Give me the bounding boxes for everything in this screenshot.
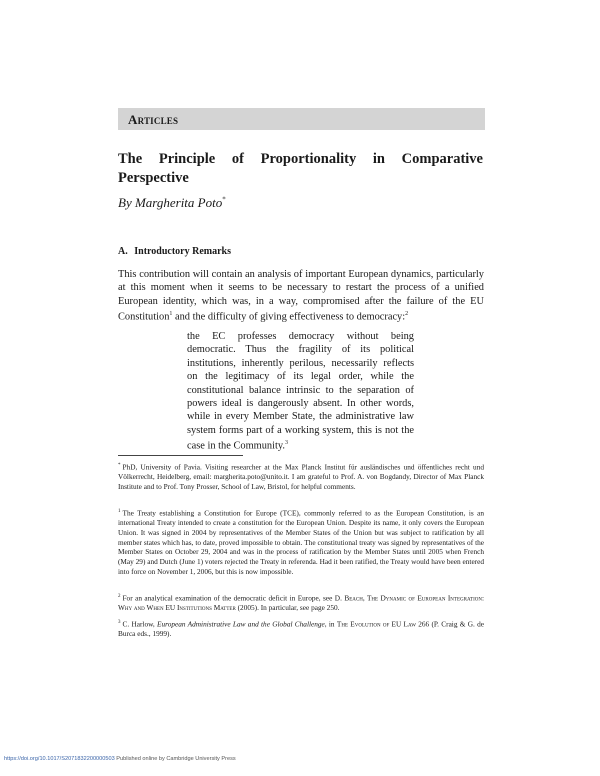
footnote-ref-3[interactable]: 3	[285, 440, 289, 447]
section-heading-text: Introductory Remarks	[134, 246, 231, 257]
section-label: Articles	[128, 112, 179, 127]
footnote-3-book: The Evolution of EU Law	[336, 619, 416, 629]
footnote-3	[118, 618, 484, 639]
footnote-divider	[118, 455, 243, 456]
page-footer	[4, 756, 236, 762]
footnote-3-text-c: 266 (P. Craig & G. de Burca eds., 1999).	[118, 619, 485, 639]
author-line	[118, 195, 226, 211]
footnote-2-book: D. Beach, The Dynamic of European Integration: Why and When EU Institutions Matter	[118, 593, 484, 613]
footnote-ref-1[interactable]: 1	[169, 311, 173, 318]
section-header-bar	[118, 108, 485, 130]
footnote-2	[118, 592, 484, 613]
footnote-3-text-a: C. Harlow,	[122, 619, 158, 629]
section-heading	[118, 246, 231, 257]
section-number: A.	[118, 246, 128, 257]
footnote-star	[118, 461, 484, 492]
footnote-star-mark: *	[118, 463, 121, 468]
author-footnote-mark[interactable]: *	[222, 195, 226, 204]
footnote-2-text-a: For an analytical examination of the democratic deficit in Europe, see	[122, 593, 335, 603]
block-quote-text: the EC professes democracy without being democratic. Thus the fragility of its political institutions, inherently perilous, necessarily reflects on the legitimacy of its legal order, while the constitutional balance intrinsic to the separation of powers ideal is dangerously absent. In other words, while in every Member State, the administrative law system forms part of a working system, this is not the case in the Community.	[187, 331, 414, 452]
publisher-note: Published online by Cambridge University Press	[116, 756, 236, 762]
footnote-3-title: European Administrative Law and the Global Challenge	[157, 619, 325, 629]
footnote-1-mark: 1	[118, 509, 121, 514]
doi-link[interactable]: https://doi.org/10.1017/S2071832200000503	[4, 756, 115, 762]
author-name: By Margherita Poto	[118, 195, 223, 210]
footnote-ref-2[interactable]: 2	[405, 311, 409, 318]
footnote-1-text: The Treaty establishing a Constitution for Europe (TCE), commonly referred to as the European Constitution, is an international Treaty intended to create a constitution for the European Union. Despite its name, it only covers the European Union. It was signed in 2004 by representatives of the Member States of the Union but was subject to ratification by all member states which has, to date, proved impossible to obtain. The constitutional treaty was signed by representatives of the Member States on October 29, 2004 and was in the process of ratification by the Member States until 2005 when French (May 29) and Dutch (June 1) voters rejected the Treaty in referenda. Had it been ratified, the Treaty would have been entered into force on November 1, 2006, but this is now impossible.	[118, 508, 484, 576]
footnote-2-text-b: (2005). In particular, see page 250.	[235, 603, 340, 613]
intro-paragraph	[118, 268, 484, 324]
footnote-1	[118, 507, 484, 576]
intro-text-b: and the difficulty of giving effectiveness to democracy:	[172, 311, 406, 323]
footnote-3-text-b: , in	[324, 619, 337, 629]
footnote-3-mark: 3	[118, 620, 121, 625]
block-quote	[187, 330, 414, 453]
footnote-2-mark: 2	[118, 594, 121, 599]
article-title: The Principle of Proportionality in Comparative Perspective	[118, 151, 483, 186]
intro-text-a: This contribution will contain an analysis of important European dynamics, particularly at this moment when it seems to be necessary to restart the process of a unified European identity, which was, in a way, compromised after the failure of the EU Constitution	[118, 269, 484, 323]
footnote-star-text: PhD, University of Pavia. Visiting researcher at the Max Planck Institut für ausländisches und öffentliches recht und Völkerrecht, Heidelberg, email: margherita.poto@unito.it. I am grateful to Prof. A. von Bogdandy, Director of Max Planck Institute and to Prof. Tony Prosser, School of Law, Bristol, for helpful comments.	[118, 462, 484, 491]
